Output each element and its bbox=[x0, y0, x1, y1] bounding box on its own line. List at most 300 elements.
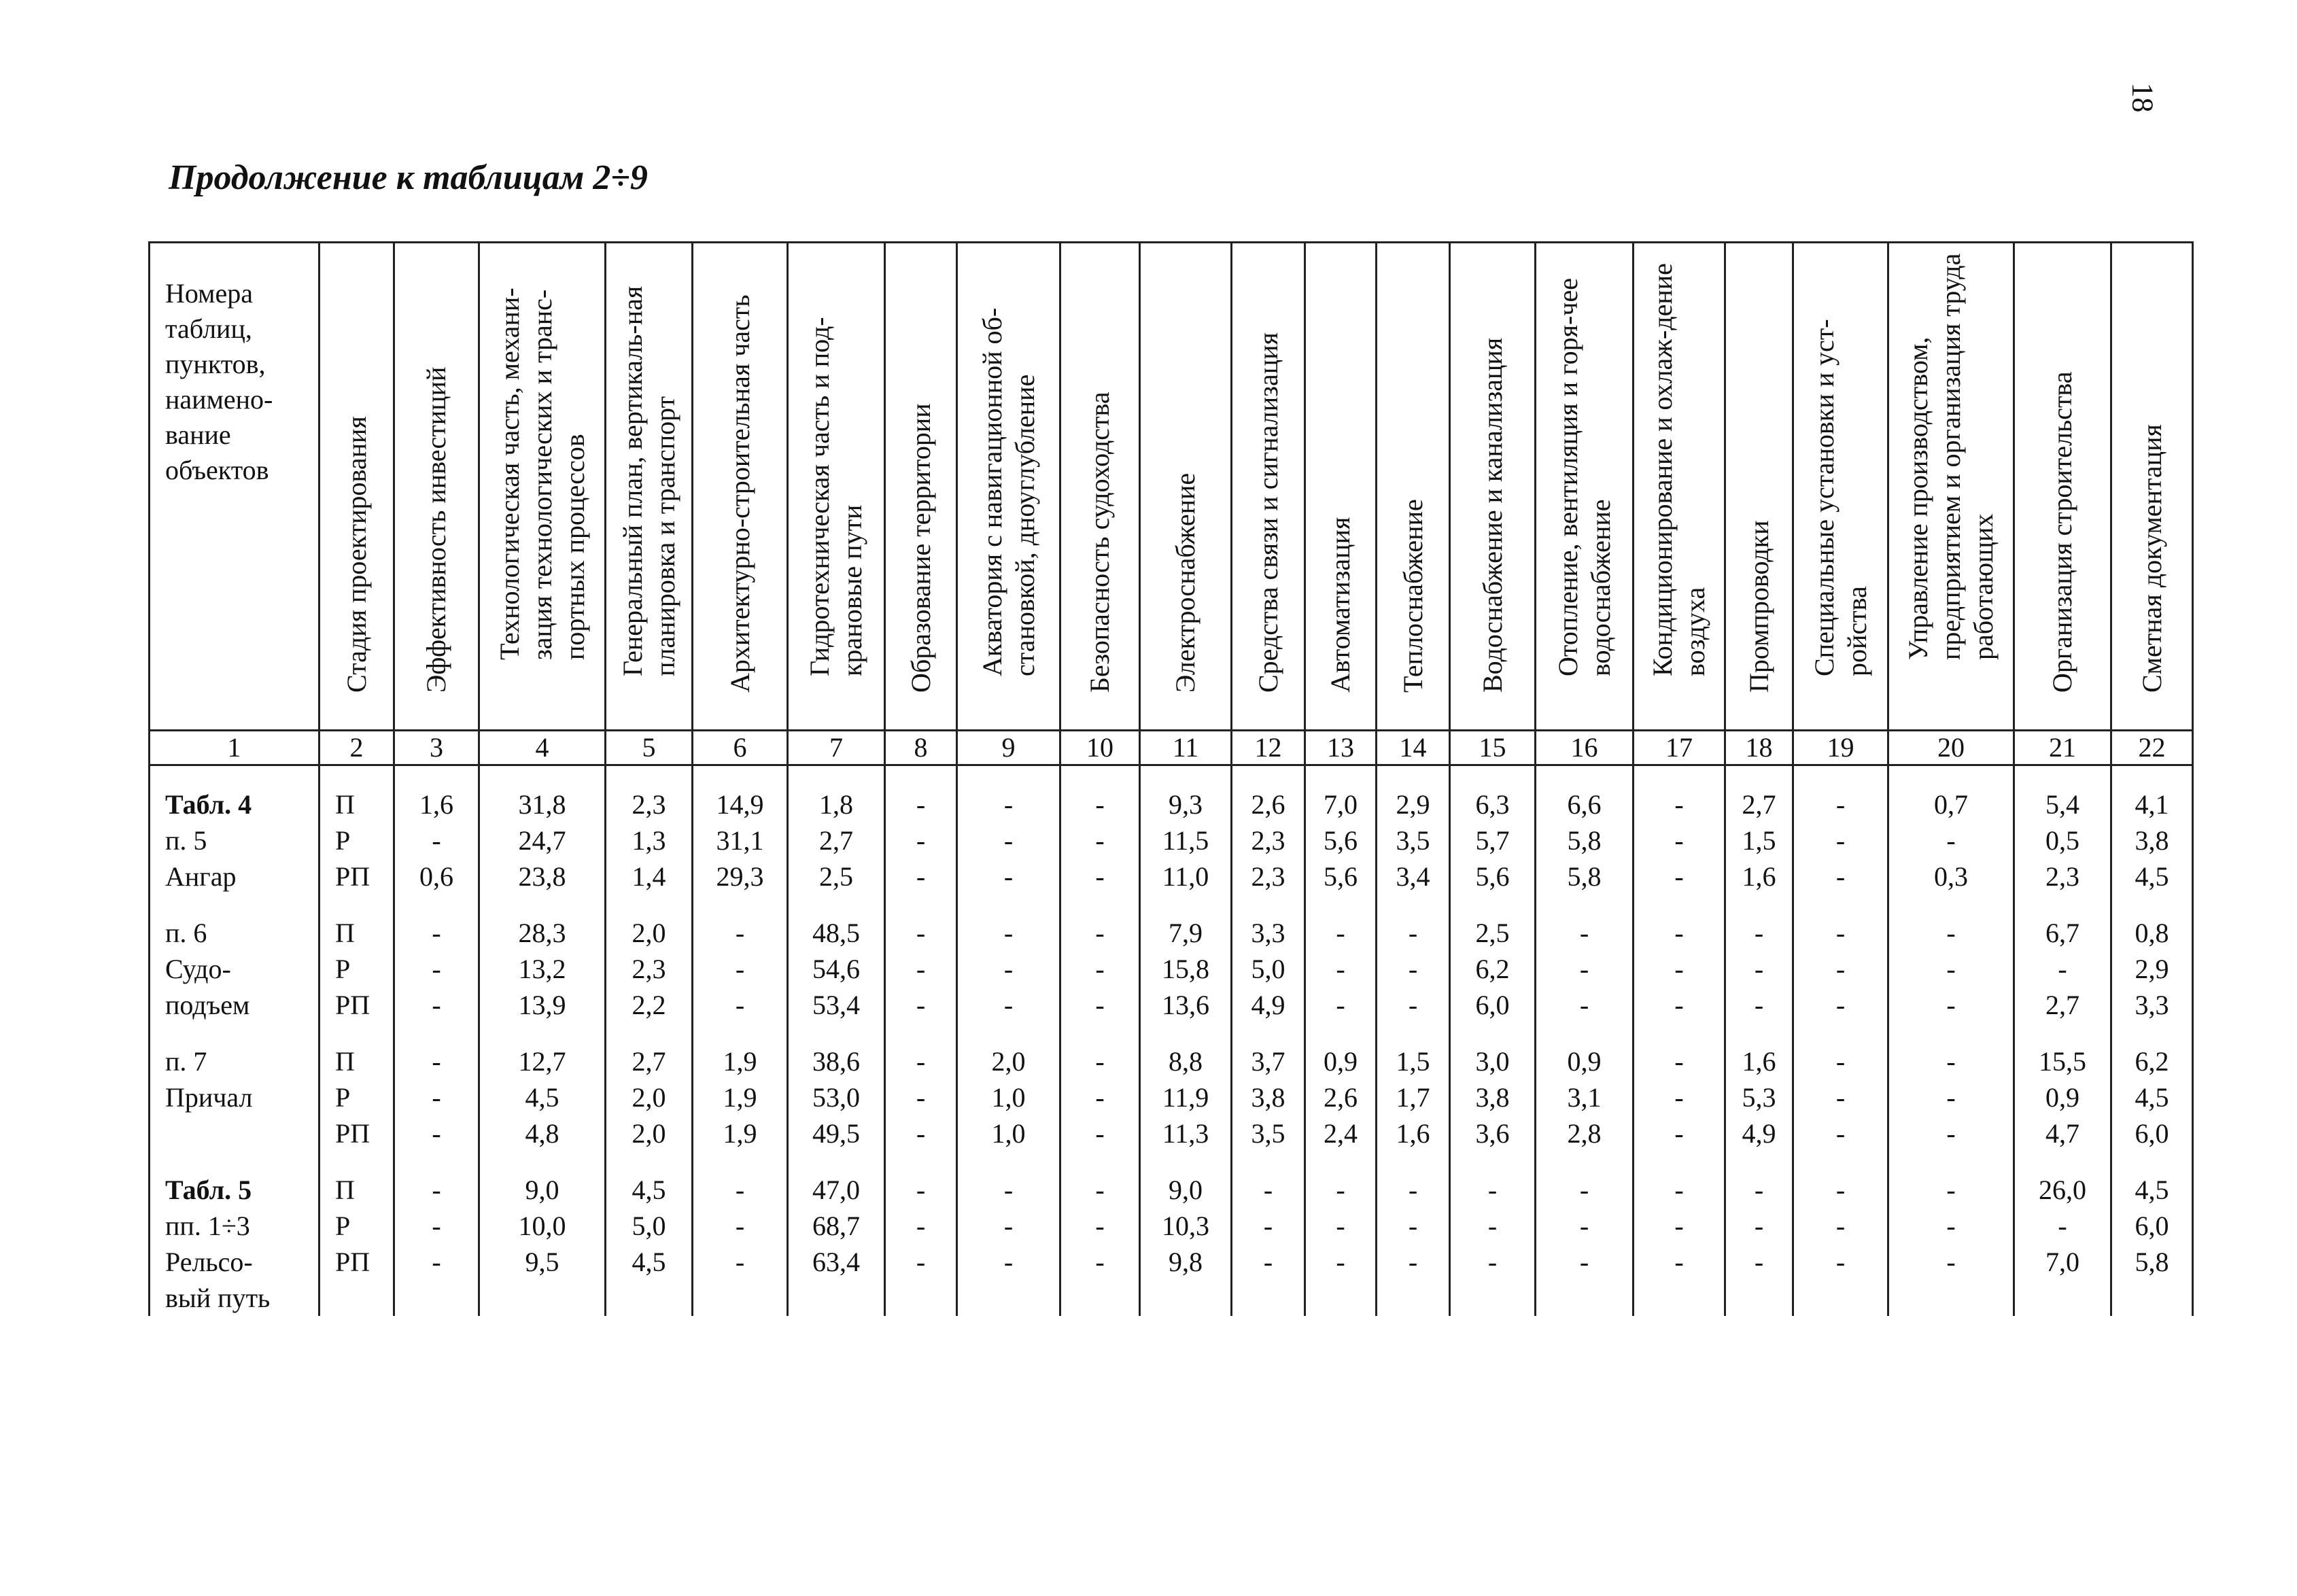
value-cell: 3,8 bbox=[2111, 822, 2193, 858]
header-label-wrap bbox=[789, 243, 884, 729]
value-cell: - bbox=[1793, 858, 1888, 895]
value-cell: 15,8 bbox=[1140, 951, 1232, 987]
value-cell: - bbox=[1232, 1151, 1305, 1208]
header-label: Сметная документация bbox=[2136, 424, 2167, 693]
value-cell: - bbox=[885, 858, 957, 895]
value-cell: 9,3 bbox=[1140, 765, 1232, 823]
value-cell: 2,0 bbox=[606, 1079, 693, 1115]
value-cell: 4,5 bbox=[606, 1244, 693, 1280]
header-label: Эффективность инвестиций bbox=[421, 366, 451, 693]
value-cell: - bbox=[1634, 1208, 1725, 1244]
value-cell: 6,3 bbox=[1450, 765, 1536, 823]
value-cell bbox=[1060, 1280, 1140, 1316]
value-cell: - bbox=[1060, 1079, 1140, 1115]
header-col-4 bbox=[479, 243, 606, 731]
header-label: Отопление, вентиляция и горя-чее водоснабжение bbox=[1552, 278, 1616, 676]
value-cell: - bbox=[1888, 1151, 2014, 1208]
header-label-wrap bbox=[1726, 243, 1792, 729]
object-name-line: вый путь bbox=[165, 1283, 271, 1313]
value-cell: - bbox=[1793, 1023, 1888, 1079]
object-name-cell bbox=[150, 1280, 319, 1316]
object-name-cell bbox=[150, 951, 319, 987]
object-name-cell bbox=[150, 895, 319, 951]
header-label: Гидротехническая часть и под-крановые пути bbox=[804, 317, 867, 676]
column-number: 2 bbox=[319, 731, 394, 765]
value-cell: 11,5 bbox=[1140, 822, 1232, 858]
value-cell: 6,2 bbox=[2111, 1023, 2193, 1079]
column-number: 19 bbox=[1793, 731, 1888, 765]
value-cell: 1,5 bbox=[1725, 822, 1793, 858]
header-label: Кондиционирование и охлаж-дение воздуха bbox=[1647, 263, 1710, 676]
value-cell: 7,0 bbox=[2014, 1244, 2111, 1280]
column-number: 9 bbox=[957, 731, 1060, 765]
value-cell: 5,4 bbox=[2014, 765, 2111, 823]
value-cell: - bbox=[1793, 1208, 1888, 1244]
value-cell bbox=[1725, 1280, 1793, 1316]
value-cell: 1,6 bbox=[394, 765, 479, 823]
value-cell bbox=[693, 1280, 788, 1316]
header-col-19 bbox=[1793, 243, 1888, 731]
value-cell: 15,5 bbox=[2014, 1023, 2111, 1079]
value-cell: - bbox=[1725, 895, 1793, 951]
value-cell: 7,0 bbox=[1305, 765, 1377, 823]
value-cell: 1,6 bbox=[1725, 858, 1793, 895]
value-cell: 3,4 bbox=[1377, 858, 1450, 895]
value-cell: - bbox=[693, 987, 788, 1023]
value-cell: 13,9 bbox=[479, 987, 606, 1023]
cost-distribution-table-wrapper bbox=[148, 241, 2194, 1316]
value-cell: 0,9 bbox=[1536, 1023, 1634, 1079]
table-row bbox=[150, 1079, 2193, 1115]
header-label: Генеральный план, вертикаль-ная планировка и транспорт bbox=[617, 285, 680, 676]
header-label-wrap bbox=[1536, 243, 1632, 729]
value-cell: - bbox=[1536, 951, 1634, 987]
value-cell: - bbox=[1377, 1208, 1450, 1244]
value-cell: - bbox=[394, 1244, 479, 1280]
value-cell: 13,6 bbox=[1140, 987, 1232, 1023]
value-cell: 6,0 bbox=[2111, 1115, 2193, 1151]
header-label: Безопасность судоходства bbox=[1084, 392, 1115, 693]
value-cell: 1,3 bbox=[606, 822, 693, 858]
value-cell: - bbox=[693, 895, 788, 951]
value-cell: 0,8 bbox=[2111, 895, 2193, 951]
value-cell: - bbox=[1793, 1151, 1888, 1208]
value-cell bbox=[479, 1280, 606, 1316]
stage-cell: РП bbox=[319, 858, 394, 895]
column-number: 15 bbox=[1450, 731, 1536, 765]
value-cell: 2,5 bbox=[788, 858, 885, 895]
value-cell: 4,5 bbox=[479, 1079, 606, 1115]
object-name-line: пп. 1÷3 bbox=[165, 1211, 250, 1241]
value-cell: - bbox=[1888, 1023, 2014, 1079]
stage-cell: П bbox=[319, 1023, 394, 1079]
value-cell: - bbox=[1634, 858, 1725, 895]
value-cell: 11,3 bbox=[1140, 1115, 1232, 1151]
value-cell: - bbox=[394, 1115, 479, 1151]
value-cell: - bbox=[394, 1023, 479, 1079]
header-col-5 bbox=[606, 243, 693, 731]
value-cell: - bbox=[957, 858, 1060, 895]
value-cell: 2,6 bbox=[1305, 1079, 1377, 1115]
value-cell: 1,9 bbox=[693, 1079, 788, 1115]
object-name-cell bbox=[150, 1079, 319, 1115]
value-cell: 0,9 bbox=[1305, 1023, 1377, 1079]
value-cell: - bbox=[693, 951, 788, 987]
header-col-15 bbox=[1450, 243, 1536, 731]
value-cell: 2,7 bbox=[2014, 987, 2111, 1023]
value-cell: 31,8 bbox=[479, 765, 606, 823]
header-col-13 bbox=[1305, 243, 1377, 731]
value-cell bbox=[2111, 1280, 2193, 1316]
value-cell: - bbox=[957, 1208, 1060, 1244]
value-cell: - bbox=[1536, 987, 1634, 1023]
value-cell: 2,3 bbox=[606, 951, 693, 987]
header-label-wrap bbox=[606, 243, 691, 729]
value-cell: - bbox=[957, 822, 1060, 858]
value-cell: 6,7 bbox=[2014, 895, 2111, 951]
value-cell: - bbox=[1060, 987, 1140, 1023]
value-cell: - bbox=[693, 1151, 788, 1208]
value-cell: 1,0 bbox=[957, 1115, 1060, 1151]
object-table-ref: Табл. 5 bbox=[165, 1175, 252, 1205]
value-cell: 12,7 bbox=[479, 1023, 606, 1079]
object-name-line: Рельсо- bbox=[165, 1247, 253, 1277]
object-name-cell bbox=[150, 765, 319, 823]
value-cell: - bbox=[2014, 1208, 2111, 1244]
value-cell: 2,5 bbox=[1450, 895, 1536, 951]
value-cell: 5,6 bbox=[1450, 858, 1536, 895]
value-cell: - bbox=[1793, 987, 1888, 1023]
value-cell: - bbox=[1634, 895, 1725, 951]
value-cell: - bbox=[394, 987, 479, 1023]
value-cell: - bbox=[1450, 1208, 1536, 1244]
value-cell bbox=[957, 1280, 1060, 1316]
value-cell: - bbox=[1888, 987, 2014, 1023]
value-cell: - bbox=[1450, 1151, 1536, 1208]
value-cell: 9,0 bbox=[479, 1151, 606, 1208]
value-cell bbox=[394, 1280, 479, 1316]
value-cell: - bbox=[957, 765, 1060, 823]
value-cell: - bbox=[1793, 895, 1888, 951]
value-cell: 2,0 bbox=[606, 895, 693, 951]
value-cell: - bbox=[957, 951, 1060, 987]
header-label: Теплоснабжение bbox=[1397, 499, 1428, 693]
value-cell: 5,8 bbox=[1536, 822, 1634, 858]
header-label-wrap bbox=[320, 243, 393, 729]
value-cell: - bbox=[957, 1151, 1060, 1208]
header-label-wrap bbox=[1451, 243, 1534, 729]
value-cell: 4,5 bbox=[2111, 858, 2193, 895]
value-cell: 2,3 bbox=[1232, 822, 1305, 858]
value-cell: 2,7 bbox=[788, 822, 885, 858]
value-cell: 5,8 bbox=[2111, 1244, 2193, 1280]
header-col-2 bbox=[319, 243, 394, 731]
object-name-cell bbox=[150, 1208, 319, 1244]
value-cell: 4,7 bbox=[2014, 1115, 2111, 1151]
value-cell: 24,7 bbox=[479, 822, 606, 858]
value-cell: 4,5 bbox=[2111, 1079, 2193, 1115]
value-cell: - bbox=[394, 895, 479, 951]
object-table-ref: п. 7 bbox=[165, 1046, 207, 1077]
value-cell: - bbox=[1305, 1208, 1377, 1244]
value-cell: 1,5 bbox=[1377, 1023, 1450, 1079]
object-name-cell bbox=[150, 1244, 319, 1280]
table-row bbox=[150, 765, 2193, 823]
object-name-line: Ангар bbox=[165, 861, 237, 892]
value-cell: - bbox=[1536, 1208, 1634, 1244]
stage-cell: П bbox=[319, 1151, 394, 1208]
header-col-14 bbox=[1377, 243, 1450, 731]
header-col-11 bbox=[1140, 243, 1232, 731]
header-col-21 bbox=[2014, 243, 2111, 731]
table-row bbox=[150, 1115, 2193, 1151]
column-number: 11 bbox=[1140, 731, 1232, 765]
value-cell: - bbox=[885, 895, 957, 951]
value-cell: 3,5 bbox=[1377, 822, 1450, 858]
value-cell: - bbox=[885, 1208, 957, 1244]
value-cell: 0,5 bbox=[2014, 822, 2111, 858]
value-cell: 3,3 bbox=[2111, 987, 2193, 1023]
value-cell: - bbox=[1888, 822, 2014, 858]
column-number: 6 bbox=[693, 731, 788, 765]
value-cell: - bbox=[1377, 987, 1450, 1023]
value-cell: 23,8 bbox=[479, 858, 606, 895]
value-cell: 9,5 bbox=[479, 1244, 606, 1280]
value-cell: 3,0 bbox=[1450, 1023, 1536, 1079]
header-label-wrap bbox=[2015, 243, 2110, 729]
header-label: Средства связи и сигнализация bbox=[1252, 332, 1283, 693]
value-cell: - bbox=[1305, 1151, 1377, 1208]
value-cell: - bbox=[885, 951, 957, 987]
value-cell: 2,0 bbox=[606, 1115, 693, 1151]
column-number: 22 bbox=[2111, 731, 2193, 765]
value-cell: 29,3 bbox=[693, 858, 788, 895]
value-cell: 4,5 bbox=[606, 1151, 693, 1208]
value-cell: 4,9 bbox=[1725, 1115, 1793, 1151]
value-cell: - bbox=[1634, 951, 1725, 987]
value-cell: 28,3 bbox=[479, 895, 606, 951]
value-cell bbox=[2014, 1280, 2111, 1316]
value-cell: - bbox=[1793, 822, 1888, 858]
value-cell: - bbox=[885, 765, 957, 823]
header-col-3 bbox=[394, 243, 479, 731]
value-cell: 49,5 bbox=[788, 1115, 885, 1151]
value-cell bbox=[885, 1280, 957, 1316]
value-cell: - bbox=[1060, 895, 1140, 951]
value-cell: 3,8 bbox=[1232, 1079, 1305, 1115]
value-cell: - bbox=[693, 1244, 788, 1280]
object-name-cell bbox=[150, 1023, 319, 1079]
value-cell: 1,6 bbox=[1377, 1115, 1450, 1151]
value-cell: 5,6 bbox=[1305, 822, 1377, 858]
value-cell: 14,9 bbox=[693, 765, 788, 823]
stage-cell: Р bbox=[319, 951, 394, 987]
header-label-wrap bbox=[693, 243, 787, 729]
stage-cell: П bbox=[319, 895, 394, 951]
value-cell: - bbox=[1634, 1023, 1725, 1079]
value-cell: - bbox=[1634, 1151, 1725, 1208]
value-cell: - bbox=[957, 895, 1060, 951]
value-cell bbox=[606, 1280, 693, 1316]
value-cell bbox=[1793, 1280, 1888, 1316]
value-cell: - bbox=[1634, 1115, 1725, 1151]
value-cell: - bbox=[1888, 895, 2014, 951]
value-cell: 4,5 bbox=[2111, 1151, 2193, 1208]
value-cell: - bbox=[1725, 1208, 1793, 1244]
header-label: Электроснабжение bbox=[1170, 472, 1201, 693]
object-name-cell bbox=[150, 1115, 319, 1151]
value-cell: - bbox=[1888, 1115, 2014, 1151]
value-cell: - bbox=[1060, 1208, 1140, 1244]
value-cell: 10,0 bbox=[479, 1208, 606, 1244]
value-cell: - bbox=[1305, 895, 1377, 951]
header-label-wrap bbox=[2112, 243, 2192, 729]
value-cell bbox=[1232, 1280, 1305, 1316]
value-cell: 2,9 bbox=[1377, 765, 1450, 823]
value-cell: - bbox=[1232, 1208, 1305, 1244]
value-cell: - bbox=[1060, 765, 1140, 823]
header-label: Архитектурно-строительная часть bbox=[724, 294, 755, 693]
header-col-10 bbox=[1060, 243, 1140, 731]
value-cell: 9,8 bbox=[1140, 1244, 1232, 1280]
value-cell: 3,1 bbox=[1536, 1079, 1634, 1115]
value-cell: - bbox=[1377, 1151, 1450, 1208]
table-row bbox=[150, 951, 2193, 987]
value-cell: - bbox=[1634, 822, 1725, 858]
value-cell: - bbox=[1536, 895, 1634, 951]
header-label: Автоматизация bbox=[1325, 517, 1355, 693]
value-cell: - bbox=[1305, 951, 1377, 987]
value-cell: 48,5 bbox=[788, 895, 885, 951]
value-cell: - bbox=[1725, 951, 1793, 987]
value-cell: 0,6 bbox=[394, 858, 479, 895]
value-cell: - bbox=[1634, 1244, 1725, 1280]
object-name-line: подъем bbox=[165, 990, 250, 1020]
column-number: 18 bbox=[1725, 731, 1793, 765]
table-row bbox=[150, 1151, 2193, 1208]
value-cell: 2,2 bbox=[606, 987, 693, 1023]
value-cell: - bbox=[1793, 1115, 1888, 1151]
value-cell: - bbox=[394, 951, 479, 987]
value-cell: 13,2 bbox=[479, 951, 606, 987]
header-col-18 bbox=[1725, 243, 1793, 731]
value-cell: 31,1 bbox=[693, 822, 788, 858]
value-cell: - bbox=[1060, 1023, 1140, 1079]
column-number: 17 bbox=[1634, 731, 1725, 765]
header-label: Специальные установки и уст-ройства bbox=[1808, 319, 1872, 676]
value-cell: - bbox=[394, 1208, 479, 1244]
value-cell: 26,0 bbox=[2014, 1151, 2111, 1208]
column-number: 8 bbox=[885, 731, 957, 765]
object-name-line: п. 5 bbox=[165, 825, 207, 856]
value-cell: - bbox=[394, 1079, 479, 1115]
value-cell bbox=[1305, 1280, 1377, 1316]
header-label: Организация строительства bbox=[2047, 371, 2077, 693]
header-col-8 bbox=[885, 243, 957, 731]
value-cell: 11,9 bbox=[1140, 1079, 1232, 1115]
value-cell: 2,6 bbox=[1232, 765, 1305, 823]
value-cell bbox=[1140, 1280, 1232, 1316]
header-label-wrap bbox=[480, 243, 604, 729]
value-cell: 3,7 bbox=[1232, 1023, 1305, 1079]
header-label-wrap bbox=[1889, 243, 2013, 729]
header-label-wrap bbox=[886, 243, 956, 729]
column-number: 3 bbox=[394, 731, 479, 765]
value-cell: 53,0 bbox=[788, 1079, 885, 1115]
header-label-wrap bbox=[1061, 243, 1139, 729]
page-title: Продолжение к таблицам 2÷9 bbox=[169, 158, 648, 197]
header-col-6 bbox=[693, 243, 788, 731]
value-cell: - bbox=[394, 1151, 479, 1208]
value-cell: - bbox=[885, 987, 957, 1023]
value-cell: - bbox=[1793, 951, 1888, 987]
value-cell: - bbox=[394, 822, 479, 858]
table-header-row bbox=[150, 243, 2193, 731]
table-row bbox=[150, 1244, 2193, 1280]
value-cell: 2,3 bbox=[2014, 858, 2111, 895]
value-cell: 0,7 bbox=[1888, 765, 2014, 823]
header-label: Управление производством, предприятием и организация труда работающих bbox=[1903, 253, 1999, 660]
value-cell: 2,0 bbox=[957, 1023, 1060, 1079]
value-cell: - bbox=[1634, 1079, 1725, 1115]
column-number: 14 bbox=[1377, 731, 1450, 765]
table-row bbox=[150, 987, 2193, 1023]
value-cell: - bbox=[1232, 1244, 1305, 1280]
header-col-12 bbox=[1232, 243, 1305, 731]
value-cell: - bbox=[1060, 858, 1140, 895]
value-cell: 11,0 bbox=[1140, 858, 1232, 895]
value-cell: 3,3 bbox=[1232, 895, 1305, 951]
header-object-name: Номера таблиц, пунктов, наимено-вание объектов bbox=[150, 243, 319, 731]
value-cell: - bbox=[1634, 987, 1725, 1023]
value-cell: - bbox=[693, 1208, 788, 1244]
value-cell: 38,6 bbox=[788, 1023, 885, 1079]
value-cell: - bbox=[1060, 1115, 1140, 1151]
value-cell: 1,4 bbox=[606, 858, 693, 895]
table-row bbox=[150, 1023, 2193, 1079]
value-cell: 1,0 bbox=[957, 1079, 1060, 1115]
value-cell: 0,9 bbox=[2014, 1079, 2111, 1115]
header-col-22 bbox=[2111, 243, 2193, 731]
object-name-cell bbox=[150, 987, 319, 1023]
value-cell: - bbox=[885, 822, 957, 858]
value-cell: 2,3 bbox=[606, 765, 693, 823]
object-name-cell bbox=[150, 822, 319, 858]
value-cell: 5,0 bbox=[606, 1208, 693, 1244]
value-cell: - bbox=[1060, 1151, 1140, 1208]
table-row bbox=[150, 1208, 2193, 1244]
value-cell: 1,9 bbox=[693, 1023, 788, 1079]
value-cell: 0,3 bbox=[1888, 858, 2014, 895]
object-table-ref: п. 6 bbox=[165, 918, 207, 948]
value-cell: - bbox=[1793, 1079, 1888, 1115]
table-column-number-row bbox=[150, 731, 2193, 765]
column-number: 16 bbox=[1536, 731, 1634, 765]
value-cell: 6,0 bbox=[2111, 1208, 2193, 1244]
value-cell: 3,5 bbox=[1232, 1115, 1305, 1151]
header-label: Акватория с навигационной об-становкой, дноуглубление bbox=[976, 307, 1040, 676]
object-name-cell bbox=[150, 1151, 319, 1208]
object-name-line: Причал bbox=[165, 1082, 253, 1113]
column-number: 1 bbox=[150, 731, 319, 765]
column-number: 12 bbox=[1232, 731, 1305, 765]
value-cell: 8,8 bbox=[1140, 1023, 1232, 1079]
value-cell: - bbox=[1060, 822, 1140, 858]
value-cell: - bbox=[1888, 1244, 2014, 1280]
value-cell: - bbox=[885, 1023, 957, 1079]
column-number: 21 bbox=[2014, 731, 2111, 765]
value-cell: - bbox=[1725, 1244, 1793, 1280]
